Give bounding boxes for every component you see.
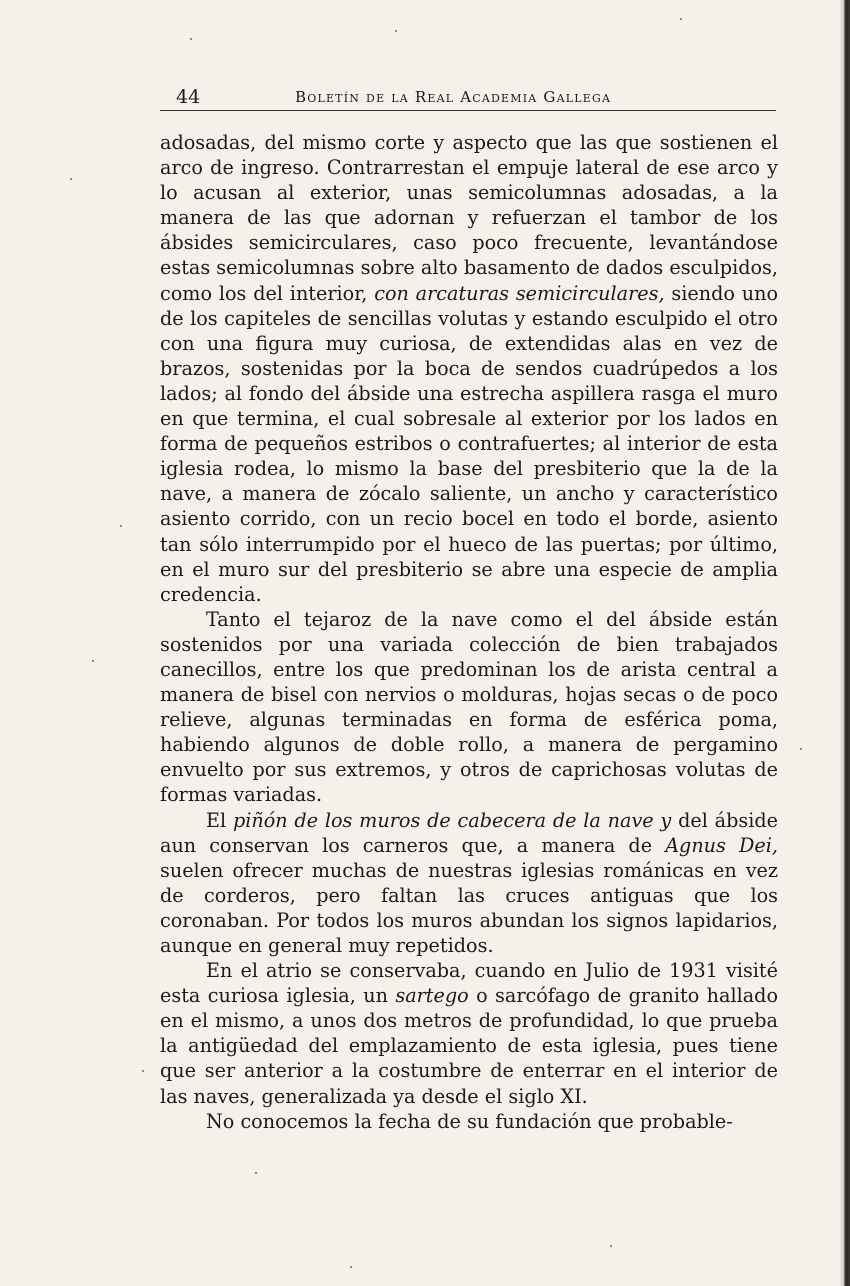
body-text <box>160 130 778 1134</box>
text-run: suelen ofrecer muchas de nuestras iglesias románicas en vez de corderos, pero faltan las cruces antiguas que los coronaban. Por todos los muros abundan los signos lapidarios, aunque en general muy repetidos. <box>160 858 778 957</box>
scan-speck <box>92 660 94 662</box>
scan-speck <box>255 1172 257 1174</box>
paragraph-5 <box>160 1109 778 1134</box>
paragraph-1 <box>160 130 778 607</box>
scan-speck <box>800 748 802 750</box>
running-title: Boletín de la Real Academia Gallega <box>295 88 612 106</box>
text-run: del ábside aun conservan los carneros que, a manera de <box>160 808 778 857</box>
page-header <box>160 84 780 110</box>
page-edge-shadow <box>840 0 850 1286</box>
scan-speck <box>350 1266 352 1268</box>
scan-speck <box>120 525 122 527</box>
italic-run: Agnus Dei, <box>665 833 778 857</box>
text-run: Tanto el tejaroz de la nave como el del ábside están sostenidos por una variada colección de bien trabajados canecillos, entre los que predominan los de arista central a manera de bisel con nervios o molduras, hojas secas o de poco relieve, algunas terminadas en forma de esférica poma, habiendo algunos de doble rollo, a manera de pergamino envuelto por sus extremos, y otros de caprichosas volutas de formas variadas. <box>160 607 778 807</box>
italic-run: sartego <box>395 984 469 1008</box>
text-run: adosadas, del mismo corte y aspecto que las que sostienen el arco de ingreso. Contrarrestan el empuje lateral de ese arco y lo acusan al exterior, unas semicolumnas adosadas, a la manera de las que adornan y refuerzan el tambor de los ábsides semicirculares, caso poco frecuente, levantándose estas semicolumnas sobre alto basamento de dados esculpidos, como los del interior, <box>160 131 778 305</box>
page-number: 44 <box>176 86 201 108</box>
italic-run: piñón de los muros de cabecera de la nave y <box>232 808 672 832</box>
text-run: El <box>206 808 233 832</box>
italic-run: con arcaturas semicirculares, <box>374 281 665 305</box>
text-run: En el atrio se conservaba, cuando en Julio de 1931 visité esta curiosa iglesia, un <box>160 959 778 1008</box>
scan-speck <box>610 1245 612 1247</box>
text-run: o sarcófago de granito hallado en el mismo, a unos dos metros de profundidad, lo que prueba la antigüedad del emplazamiento de esta iglesia, pues tiene que ser anterior a la costumbre de enterrar en el interior de las naves, generalizada ya desde el siglo XI. <box>160 984 778 1108</box>
paragraph-3 <box>160 808 778 959</box>
paragraph-2 <box>160 607 778 808</box>
scan-speck <box>395 30 397 32</box>
header-rule <box>160 110 776 111</box>
scan-speck <box>190 38 192 40</box>
scan-speck <box>142 1070 144 1072</box>
text-run: No conocemos la fecha de su fundación que probable- <box>206 1109 733 1133</box>
paragraph-4 <box>160 958 778 1109</box>
scan-speck <box>70 178 72 180</box>
text-run: siendo uno de los capiteles de sencillas volutas y estando esculpido el otro con una figura muy curiosa, de extendidas alas en vez de brazos, sostenidas por la boca de sendos cuadrúpedos a los lados; al fondo del ábside una estrecha aspillera rasga el muro en que termina, el cual sobresale al exterior por los lados en forma de pequeños estribos o contrafuertes; al interior de esta iglesia rodea, lo mismo la base del presbiterio que la de la nave, a manera de zócalo saliente, un ancho y característico asiento corrido, con un recio bocel en todo el borde, asiento tan sólo interrumpido por el hueco de las puertas; por último, en el muro sur del presbiterio se abre una especie de amplia credencia. <box>160 281 778 606</box>
scan-speck <box>680 18 682 20</box>
